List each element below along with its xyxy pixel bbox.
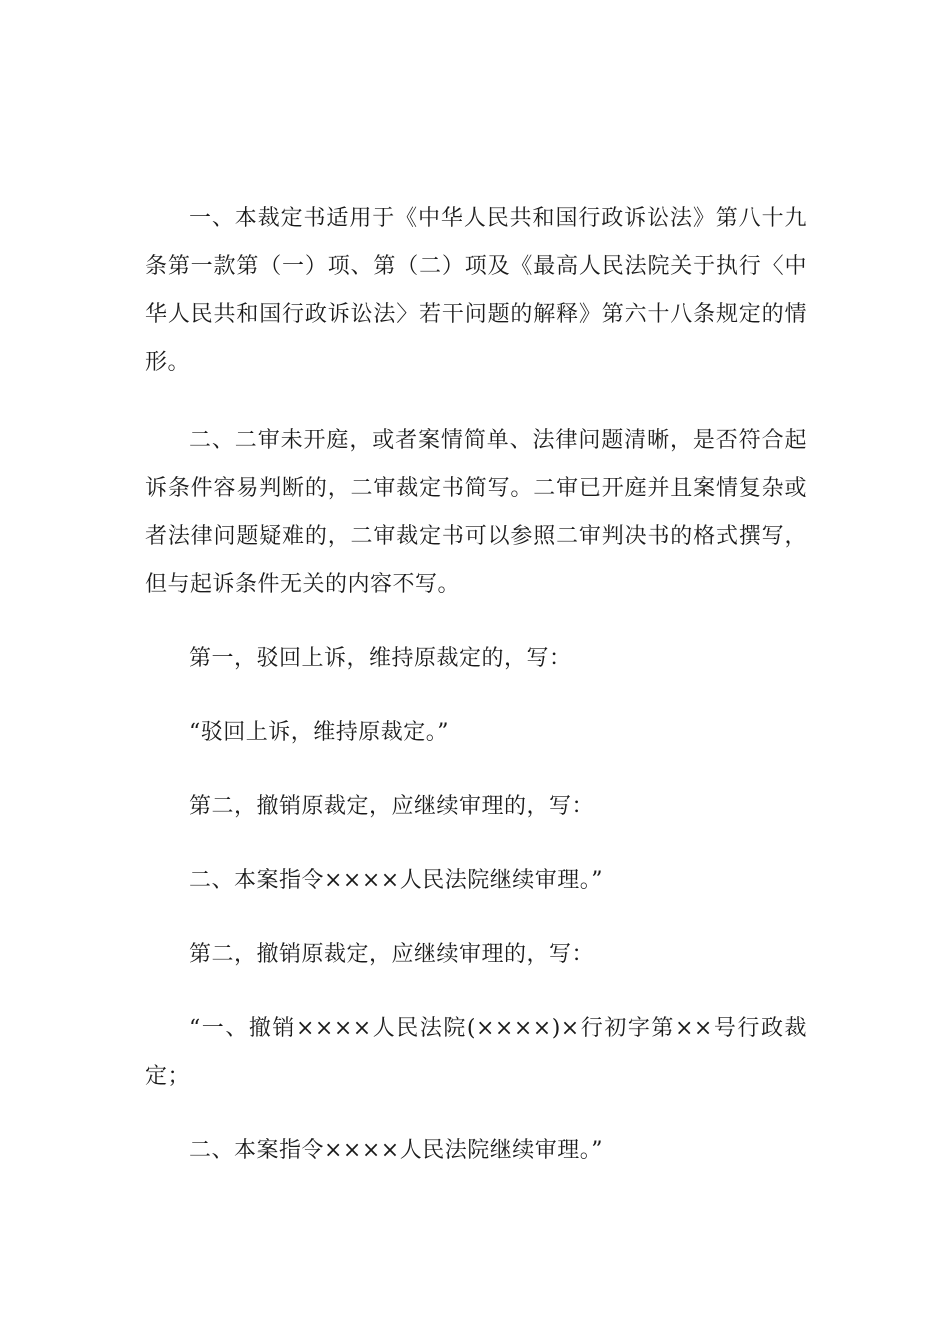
paragraph-case-revoke-repeat: 第二，撤销原裁定，应继续审理的，写： [189, 942, 595, 967]
paragraph-case-dismiss-appeal: 第一，驳回上诉，维持原裁定的，写： [189, 646, 572, 671]
document-body [145, 195, 807, 1175]
paragraph-dismiss-appeal-text: “驳回上诉，维持原裁定。” [189, 720, 449, 745]
paragraph-order-continue-trial: 二、本案指令××××人民法院继续审理。” [189, 868, 603, 893]
paragraph-order-continue-trial-final: 二、本案指令××××人民法院继续审理。” [189, 1138, 603, 1163]
paragraph-case-revoke: 第二，撤销原裁定，应继续审理的，写： [189, 794, 595, 819]
paragraph-revoke-ruling-text: “一、撤销××××人民法院(××××)×行初字第××号行政裁定； [145, 1016, 807, 1089]
paragraph-applicability: 一、本裁定书适用于《中华人民共和国行政诉讼法》第八十九条第一款第（一）项、第（二）项及《最高人民法院关于执行〈中华人民共和国行政诉讼法〉若干问题的解释》第六十八条规定的情形。 [145, 206, 807, 375]
paragraph-drafting-rules: 二、二审未开庭，或者案情简单、法律问题清晰，是否符合起诉条件容易判断的，二审裁定书简写。二审已开庭并且案情复杂或者法律问题疑难的，二审裁定书可以参照二审判决书的格式撰写，但与起诉条件无关的内容不写。 [145, 428, 807, 597]
